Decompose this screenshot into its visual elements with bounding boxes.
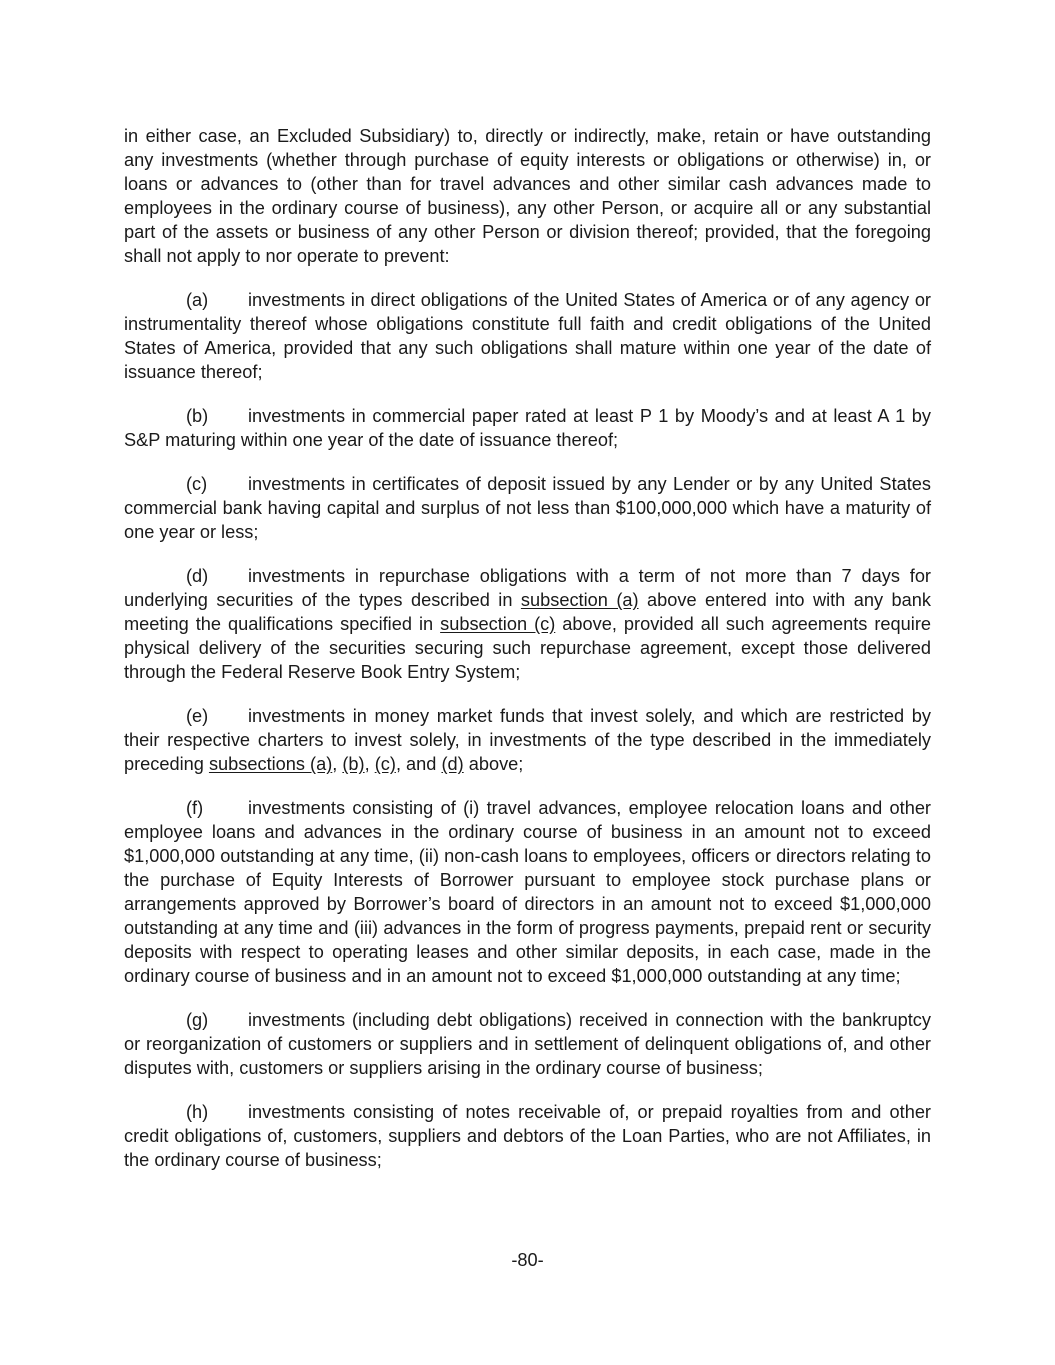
clause-e-separator-1: , <box>332 754 343 774</box>
clause-h-label: (h) <box>186 1102 209 1122</box>
clause-c-text: investments in certificates of deposit issued by any Lender or by any United States commercial bank having capital and surplus of not less than $100,000,000 which have a maturity of one year or less; <box>124 474 931 542</box>
clause-d <box>124 564 931 684</box>
clause-f-label: (f) <box>186 798 204 818</box>
clause-f-text: investments consisting of (i) travel advances, employee relocation loans and other employee loans and advances in the ordinary course of business in an amount not to exceed $1,000,000 outstanding at any time, (ii) non-cash loans to employees, officers or directors relating to the purchase of Equity Interests of Borrower pursuant to employee stock purchase plans or arrangements approved by Borrower’s board of directors in an amount not to exceed $1,000,000 outstanding at any time and (iii) advances in the form of progress payments, prepaid rent or security deposits with respect to operating leases and other similar deposits, in each case, made in the ordinary course of business and in an amount not to exceed $1,000,000 outstanding at any time; <box>124 798 931 986</box>
clause-e-label: (e) <box>186 706 209 726</box>
clause-b-label: (b) <box>186 406 209 426</box>
clause-c <box>124 472 931 544</box>
clause-e-separator-2: , <box>364 754 375 774</box>
clause-a <box>124 288 931 384</box>
clause-d-reference-c: subsection (c) <box>440 614 556 634</box>
clause-e-reference-a: subsections (a) <box>208 754 333 774</box>
clause-f <box>124 796 931 988</box>
clause-h <box>124 1100 931 1172</box>
clause-e-reference-b: (b) <box>342 754 365 774</box>
clause-h-text: investments consisting of notes receivable of, or prepaid royalties from and other credit obligations of, customers, suppliers and debtors of the Loan Parties, who are not Affiliates, in the ordinary course of business; <box>124 1102 931 1170</box>
clause-e <box>124 704 931 776</box>
clause-c-label: (c) <box>186 474 208 494</box>
clause-a-text: investments in direct obligations of the United States of America or of any agency or instrumentality thereof whose obligations constitute full faith and credit obligations of the United States of America, provided that any such obligations shall mature within one year of the date of issuance thereof; <box>124 290 931 382</box>
clause-b <box>124 404 931 452</box>
clause-g-label: (g) <box>186 1010 209 1030</box>
clause-e-reference-d: (d) <box>441 754 464 774</box>
clause-e-text-2: above; <box>463 754 524 774</box>
intro-paragraph: in either case, an Excluded Subsidiary) to, directly or indirectly, make, retain or have outstanding any investments (whether through purchase of equity interests or obligations or otherwise) in, or loans or advances to (other than for travel advances and other similar cash advances made to employees in the ordinary course of business), any other Person, or acquire all or any substantial part of the assets or business of any other Person or division thereof; provided, that the foregoing shall not apply to nor operate to prevent: <box>124 126 931 266</box>
clause-d-reference-a: subsection (a) <box>520 590 639 610</box>
clause-d-label: (d) <box>186 566 209 586</box>
clause-g <box>124 1008 931 1080</box>
clause-d-text-2: above entered into with any bank meeting the qualifications specified in <box>124 590 931 634</box>
clause-g-text: investments (including debt obligations) received in connection with the bankruptcy or reorganization of customers or suppliers and in settlement of delinquent obligations of, and other disputes with, customers or suppliers arising in the ordinary course of business; <box>124 1010 931 1078</box>
clause-e-separator-3: , and <box>395 754 442 774</box>
clause-d-text-3: above, provided all such agreements require physical delivery of the securities securing such repurchase agreement, except those delivered through the Federal Reserve Book Entry System; <box>124 614 931 682</box>
clause-a-label: (a) <box>186 290 209 310</box>
clause-e-reference-c: (c) <box>374 754 396 774</box>
clause-b-text: investments in commercial paper rated at least P 1 by Moody’s and at least A 1 by S&P maturing within one year of the date of issuance thereof; <box>124 406 931 450</box>
clause-d-text-1: investments in repurchase obligations with a term of not more than 7 days for underlying securities of the types described in <box>124 566 931 610</box>
document-body <box>124 124 931 1172</box>
page-number: -80- <box>511 1250 544 1270</box>
clause-e-text-1: investments in money market funds that invest solely, and which are restricted by their respective charters to invest solely, in investments of the type described in the immediately preceding <box>124 706 931 774</box>
